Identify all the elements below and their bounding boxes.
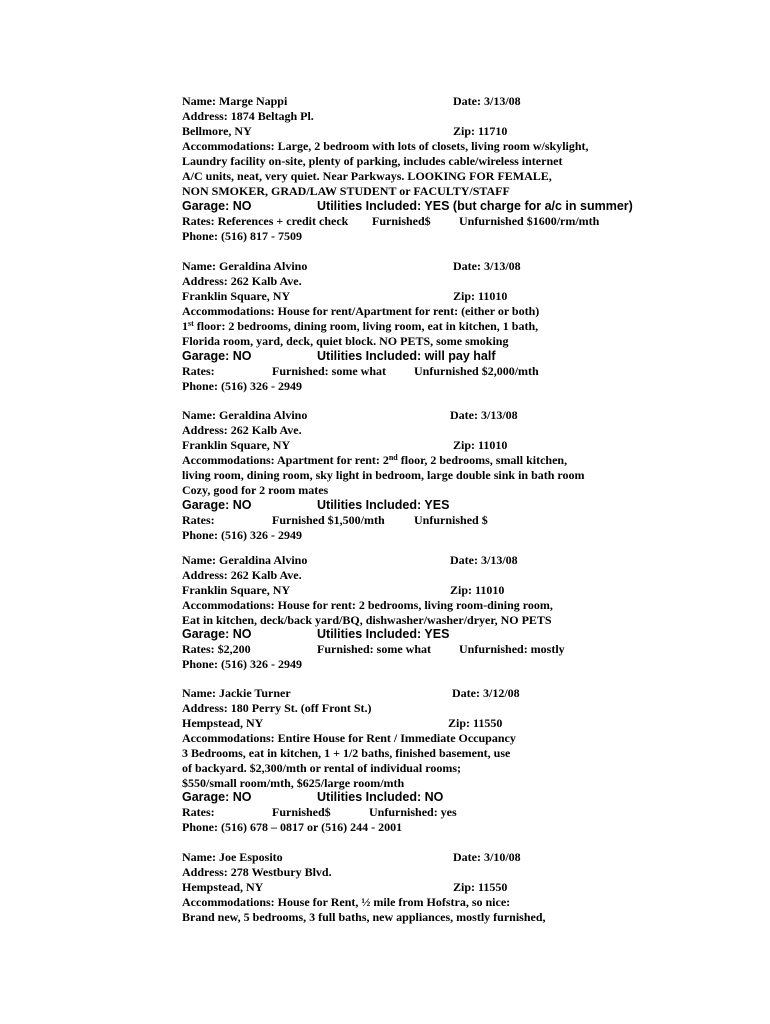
listing-name: Name: Marge Nappi: [182, 94, 288, 108]
listing-date: Date: 3/10/08: [453, 850, 521, 864]
listing-phone: Phone: (516) 326 - 2949: [182, 657, 302, 671]
listing-date: Date: 3/13/08: [450, 553, 518, 567]
listing-accommodations: Accommodations: House for rent: 2 bedrooms, living room-dining room,: [182, 598, 553, 612]
listing-unfurnished: Unfurnished: yes: [369, 805, 457, 819]
listing-zip: Zip: 11550: [453, 880, 508, 894]
listing-date: Date: 3/13/08: [453, 259, 521, 273]
listing-zip: Zip: 11550: [448, 716, 503, 730]
listing-city: Franklin Square, NY: [182, 289, 291, 303]
listing-garage: Garage: NO: [182, 790, 252, 804]
listing-accommodations: [182, 319, 538, 334]
listing-city: Franklin Square, NY: [182, 583, 291, 597]
listing-phone: Phone: (516) 817 - 7509: [182, 229, 302, 243]
listing-utilities: Utilities Included: NO: [317, 790, 444, 804]
listing-furnished: Furnished: some what: [272, 364, 387, 378]
listing-accommodations: Laundry facility on-site, plenty of parking, includes cable/wireless internet: [182, 154, 563, 168]
listing-furnished: Furnished: some what: [317, 642, 432, 656]
listing-phone: Phone: (516) 326 - 2949: [182, 528, 302, 542]
listing-furnished: Furnished$: [272, 805, 331, 819]
listing-date: Date: 3/12/08: [452, 686, 520, 700]
listing-zip: Zip: 11010: [453, 438, 508, 452]
listing-accommodations: Accommodations: Large, 2 bedroom with lots of closets, living room w/skylight,: [182, 139, 589, 153]
listing-accommodations: 3 Bedrooms, eat in kitchen, 1 + 1/2 baths, finished basement, use: [182, 746, 511, 760]
listing-accommodations: Eat in kitchen, deck/back yard/BQ, dishwasher/washer/dryer, NO PETS: [182, 613, 552, 627]
listing-city: Hempstead, NY: [182, 716, 264, 730]
listing-garage: Garage: NO: [182, 199, 252, 213]
listing-unfurnished: Unfurnished $: [414, 513, 488, 527]
listing-accommodations: Florida room, yard, deck, quiet block. NO PETS, some smoking: [182, 334, 509, 348]
listing-city: Bellmore, NY: [182, 124, 252, 138]
listing-unfurnished: Unfurnished $2,000/mth: [414, 364, 539, 378]
listing-name: Name: Joe Esposito: [182, 850, 283, 864]
listing-accommodations: Accommodations: Entire House for Rent / Immediate Occupancy: [182, 731, 516, 745]
listing-unfurnished: Unfurnished $1600/rm/mth: [459, 214, 600, 228]
listing-address: Address: 180 Perry St. (off Front St.): [182, 701, 372, 715]
accommodations-text: floor, 2 bedrooms, small kitchen,: [397, 453, 568, 467]
listing-city: Franklin Square, NY: [182, 438, 291, 452]
listing-furnished: Furnished$: [372, 214, 431, 228]
ordinal-suffix: nd: [388, 453, 398, 462]
listing-name: Name: Geraldina Alvino: [182, 259, 308, 273]
accommodations-text: floor: 2 bedrooms, dining room, living room, eat in kitchen, 1 bath,: [196, 319, 539, 333]
ordinal-suffix: st: [188, 319, 194, 328]
listing-accommodations: Accommodations: House for rent/Apartment for rent: (either or both): [182, 304, 540, 318]
listing-phone: Phone: (516) 326 - 2949: [182, 379, 302, 393]
listing-rates-label: Rates:: [182, 364, 215, 378]
listing-date: Date: 3/13/08: [450, 408, 518, 422]
listing-address: Address: 262 Kalb Ave.: [182, 274, 302, 288]
listing-utilities: Utilities Included: YES: [317, 498, 450, 512]
listing-accommodations: NON SMOKER, GRAD/LAW STUDENT or FACULTY/STAFF: [182, 184, 510, 198]
listing-rates-label: Rates:: [182, 513, 215, 527]
listing-furnished: Furnished $1,500/mth: [272, 513, 385, 527]
listing-rates-label: Rates:: [182, 805, 215, 819]
listing-accommodations: living room, dining room, sky light in bedroom, large double sink in bath room: [182, 468, 585, 482]
listing-accommodations: Cozy, good for 2 room mates: [182, 483, 329, 497]
listing-utilities: Utilities Included: YES (but charge for a/c in summer): [317, 199, 633, 213]
listing-rates-label: Rates: $2,200: [182, 642, 251, 656]
listing-unfurnished: Unfurnished: mostly: [459, 642, 565, 656]
listing-garage: Garage: NO: [182, 349, 252, 363]
listing-address: Address: 262 Kalb Ave.: [182, 423, 302, 437]
listing-utilities: Utilities Included: will pay half: [317, 349, 496, 363]
listing-utilities: Utilities Included: YES: [317, 627, 450, 641]
listing-address: Address: 278 Westbury Blvd.: [182, 865, 332, 879]
listing-address: Address: 262 Kalb Ave.: [182, 568, 302, 582]
listing-accommodations: Accommodations: House for Rent, ½ mile from Hofstra, so nice:: [182, 895, 511, 909]
listing-rates-label: Rates: References + credit check: [182, 214, 349, 228]
listing-accommodations: $550/small room/mth, $625/large room/mth: [182, 776, 405, 790]
accommodations-text: Accommodations: Apartment for rent: 2: [182, 453, 389, 467]
listing-city: Hempstead, NY: [182, 880, 264, 894]
listing-name: Name: Geraldina Alvino: [182, 408, 308, 422]
listing-date: Date: 3/13/08: [453, 94, 521, 108]
listing-zip: Zip: 11710: [453, 124, 508, 138]
listing-accommodations: A/C units, neat, very quiet. Near Parkways. LOOKING FOR FEMALE,: [182, 169, 552, 183]
listing-garage: Garage: NO: [182, 627, 252, 641]
listing-address: Address: 1874 Beltagh Pl.: [182, 109, 314, 123]
listing-accommodations: [182, 453, 567, 468]
listing-zip: Zip: 11010: [450, 583, 505, 597]
listing-accommodations: of backyard. $2,300/mth or rental of individual rooms;: [182, 761, 462, 775]
listing-garage: Garage: NO: [182, 498, 252, 512]
listing-zip: Zip: 11010: [453, 289, 508, 303]
listing-name: Name: Geraldina Alvino: [182, 553, 308, 567]
listing-accommodations: Brand new, 5 bedrooms, 3 full baths, new appliances, mostly furnished,: [182, 910, 546, 924]
ordinal-number: 1: [182, 319, 188, 333]
listing-phone: Phone: (516) 678 – 0817 or (516) 244 - 2001: [182, 820, 403, 834]
listing-name: Name: Jackie Turner: [182, 686, 291, 700]
